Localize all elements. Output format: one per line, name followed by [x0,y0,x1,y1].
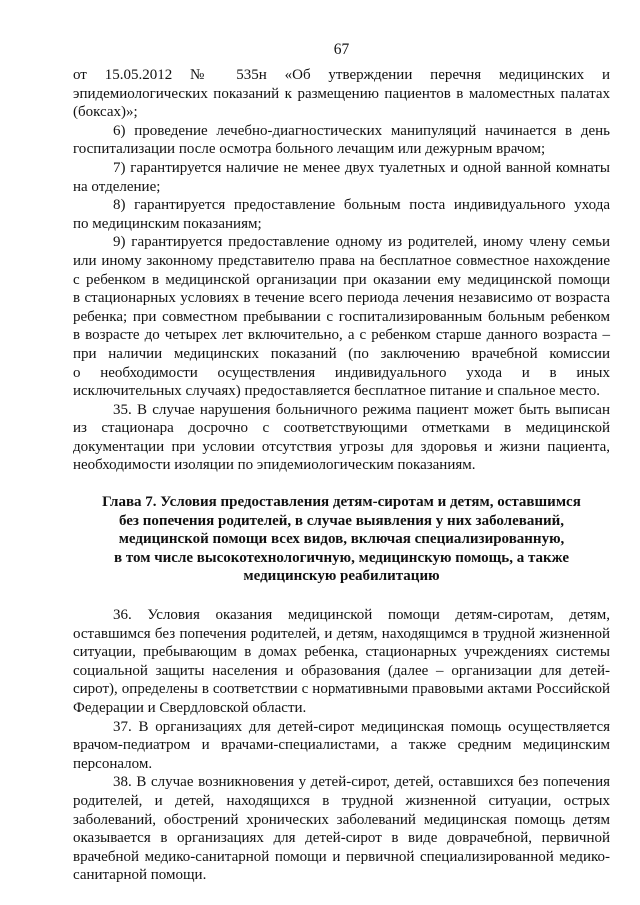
text-line: Федерации и Свердловской области. [73,700,307,716]
text-line: 36. Условия оказания медицинской помощи детям-сиротам, детям, [113,607,610,624]
text-line: 7) гарантируется наличие не менее двух туалетных и одной ванной комнаты [113,159,610,176]
text-line: или иному законному представителю права на бесплатное совместное нахождение [73,252,610,269]
text-line: документации при условии отсутствия угрозы для здоровья и жизни пациента, [73,438,610,455]
text-line: оставшимся без попечения родителей, и детям, находящимся в трудной жизненной [73,625,610,642]
document-page [73,40,610,885]
paragraph-item-35 [73,401,610,475]
heading-line: медицинскую реабилитацию [243,568,440,585]
page-number: 67 [333,41,350,58]
text-line: эпидемиологических показаний к размещению пациентов в маломестных палатах [73,85,610,102]
text-line: о необходимости осуществления индивидуального ухода и в иных [73,364,610,381]
text-line: в стационарных условиях в течение всего периода лечения независимо от возраста [73,290,610,307]
text-line: 6) проведение лечебно-диагностических манипуляций начинается в день [113,122,610,139]
text-line: госпитализации после осмотра больного лечащим или дежурным врачом; [73,141,546,158]
text-line: родителей, и детей, находящихся в трудной жизненной ситуации, острых [73,792,610,809]
heading-line: Глава 7. Условия предоставления детям-сиротам и детям, оставшимся [102,494,581,511]
heading-line: в том числе высокотехнологичную, медицинскую помощь, а также [114,549,569,566]
paragraph-item-9 [73,233,610,400]
text-line: санитарной помощи. [73,867,207,884]
text-line: персоналом. [73,755,153,772]
text-line: заболеваний, обострений хронических заболеваний медицинская помощь детям [73,811,610,828]
text-line: социальной защиты населения и образования (далее – организации для детей- [73,662,610,679]
text-line: ребенка; при совместном пребывании с госпитализированным больным ребенком [73,308,610,325]
text-line: ситуации, пребывающим в домах ребенка, стационарных учреждениях системы [73,644,610,661]
paragraph-item-7 [73,159,610,196]
chapter-heading [73,493,610,586]
text-line: 8) гарантируется предоставление больным поста индивидуального ухода [113,197,610,214]
text-line: при наличии медицинских показаний (по заключению врачебной комиссии [73,345,610,362]
text-line: врачом-педиатром и врачами-специалистами, а также средним медицинским [73,737,610,754]
paragraph-item-36 [73,606,610,718]
text-line: по медицинским показаниям; [73,215,262,232]
text-line: 38. В случае возникновения у детей-сирот, детей, оставшихся без попечения [113,774,610,791]
text-line: исключительных случаях) предоставляется бесплатное питание и спальное место. [73,383,601,400]
paragraph-order-reference [73,66,610,122]
text-line: в возрасте до четырех лет включительно, а с ребенком старше данного возраста – [73,327,610,344]
text-line: с ребенком в медицинской организации при оказании ему медицинской помощи [73,271,610,288]
heading-line: медицинской помощи всех видов, включая специализированную, [118,531,565,548]
text-line: от 15.05.2012 № 535н «Об утверждении перечня медицинских и [73,67,610,83]
text-line: оказывается в организациях для детей-сирот в виде доврачебной, первичной [73,830,610,847]
text-line: на отделение; [73,178,161,195]
heading-line: без попечения родителей, в случае выявления у них заболеваний, [118,512,565,529]
text-line: 9) гарантируется предоставление одному из родителей, иному члену семьи [113,234,610,251]
paragraph-item-37 [73,718,610,774]
text-line: врачебной медико-санитарной помощи и первичной специализированной медико- [73,848,610,865]
text-line: сирот), определены в соответствии с нормативными правовыми актами Российской [73,681,610,698]
paragraph-item-38 [73,773,610,885]
text-line: необходимости изоляции по эпидемиологическим показаниям. [73,457,476,474]
text-line: из стационара досрочно с соответствующими отметками в медицинской [73,420,610,437]
text-line: 35. В случае нарушения больничного режима пациент может быть выписан [113,401,610,418]
text-line: 37. В организациях для детей-сирот медицинская помощь осуществляется [113,718,610,735]
paragraph-item-8 [73,196,610,233]
paragraph-item-6 [73,122,610,159]
text-line: (боксах)»; [73,104,138,121]
